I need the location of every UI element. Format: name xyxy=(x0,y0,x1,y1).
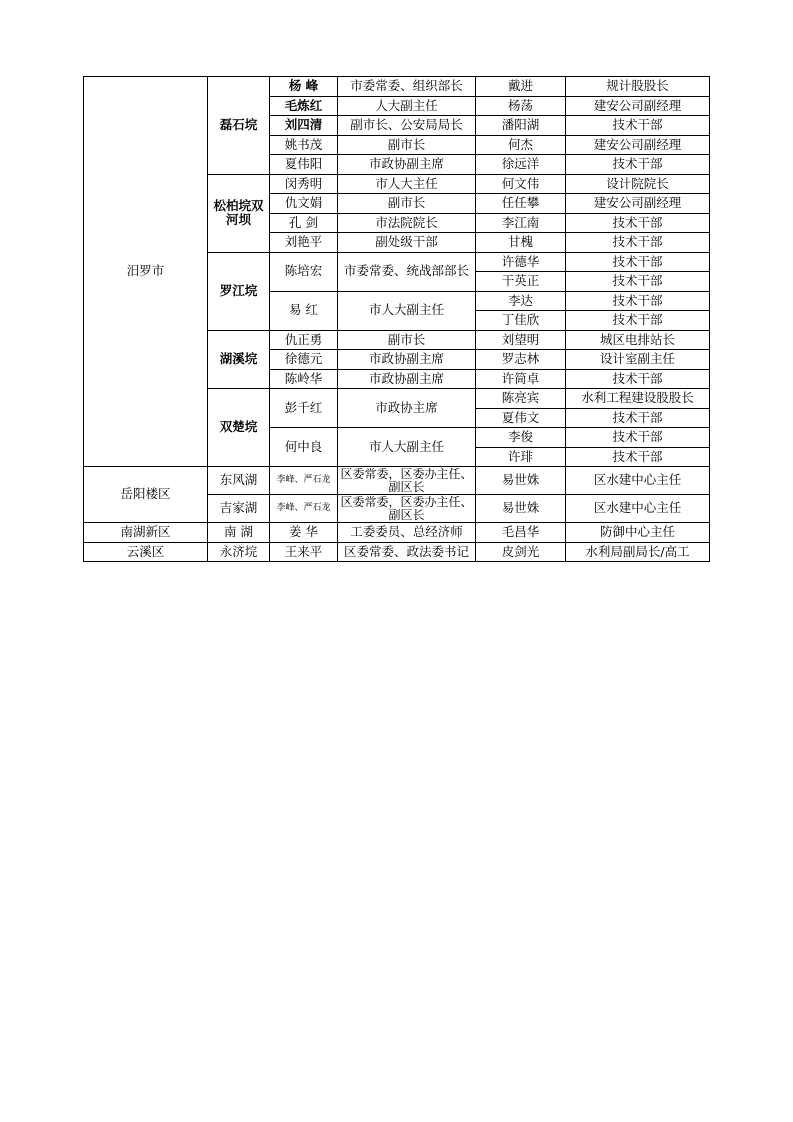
staff-title-cell: 防御中心主任 xyxy=(566,523,710,543)
leader-cell: 何中良 xyxy=(270,428,338,467)
leader-title-cell: 副市长 xyxy=(338,330,476,350)
staff-cell: 李达 xyxy=(476,291,566,311)
leader-cell: 姚书茂 xyxy=(270,135,338,155)
leader-title-cell: 市政协副主席 xyxy=(338,369,476,389)
leader-title-cell: 区委常委、政法委书记 xyxy=(338,542,476,562)
leader-cell: 闵秀明 xyxy=(270,174,338,194)
staff-cell: 李江南 xyxy=(476,213,566,233)
staff-title-cell: 技术干部 xyxy=(566,252,710,272)
leader-title-cell: 区委常委，区委办主任、副区长 xyxy=(338,495,476,523)
leader-cell: 孔 剑 xyxy=(270,213,338,233)
staff-cell: 许琲 xyxy=(476,447,566,467)
district-cell: 磊石垸 xyxy=(208,77,270,175)
staff-title-cell: 技术干部 xyxy=(566,291,710,311)
district-cell: 松柏垸双河坝 xyxy=(208,174,270,252)
staff-cell: 干英正 xyxy=(476,272,566,292)
district-cell: 南 湖 xyxy=(208,523,270,543)
staff-title-cell: 技术干部 xyxy=(566,311,710,331)
district-cell: 双楚垸 xyxy=(208,389,270,467)
staff-title-cell: 技术干部 xyxy=(566,369,710,389)
district-cell: 湖溪垸 xyxy=(208,330,270,389)
staff-title-cell: 水利工程建设股股长 xyxy=(566,389,710,409)
staff-title-cell: 技术干部 xyxy=(566,272,710,292)
staff-title-cell: 设计院院长 xyxy=(566,174,710,194)
table-row xyxy=(84,467,710,495)
staff-cell: 何杰 xyxy=(476,135,566,155)
leader-cell: 徐德元 xyxy=(270,350,338,370)
staff-cell: 丁佳欣 xyxy=(476,311,566,331)
staff-title-cell: 区水建中心主任 xyxy=(566,467,710,495)
staff-cell: 李俊 xyxy=(476,428,566,448)
staff-title-cell: 建安公司副经理 xyxy=(566,96,710,116)
leader-title-cell: 副市长、公安局局长 xyxy=(338,116,476,136)
staff-title-cell: 水利局副局长/高工 xyxy=(566,542,710,562)
table-row xyxy=(84,523,710,543)
leader-cell: 姜 华 xyxy=(270,523,338,543)
staff-title-cell: 技术干部 xyxy=(566,428,710,448)
leader-cell: 易 红 xyxy=(270,291,338,330)
leader-cell: 陈培宏 xyxy=(270,252,338,291)
leader-title-cell: 市委常委、统战部部长 xyxy=(338,252,476,291)
staff-cell: 戴进 xyxy=(476,77,566,97)
table-row xyxy=(84,542,710,562)
leader-title-cell: 区委常委，区委办主任、副区长 xyxy=(338,467,476,495)
staff-title-cell: 技术干部 xyxy=(566,408,710,428)
region-cell: 南湖新区 xyxy=(84,523,208,543)
leader-title-cell: 人大副主任 xyxy=(338,96,476,116)
leader-title-cell: 市人大副主任 xyxy=(338,291,476,330)
leader-title-cell: 市法院院长 xyxy=(338,213,476,233)
region-cell: 云溪区 xyxy=(84,542,208,562)
staff-cell: 毛昌华 xyxy=(476,523,566,543)
region-cell: 岳阳楼区 xyxy=(84,467,208,523)
staff-cell: 潘阳湖 xyxy=(476,116,566,136)
district-cell: 罗江垸 xyxy=(208,252,270,330)
leader-cell: 仇正勇 xyxy=(270,330,338,350)
leader-title-cell: 市政协副主席 xyxy=(338,155,476,175)
leader-title-cell: 副市长 xyxy=(338,135,476,155)
staff-cell: 易世姝 xyxy=(476,467,566,495)
leader-title-cell: 市委常委、组织部长 xyxy=(338,77,476,97)
staff-cell: 许简卓 xyxy=(476,369,566,389)
staff-cell: 杨荡 xyxy=(476,96,566,116)
district-cell: 东风湖 xyxy=(208,467,270,495)
staff-cell: 皮剑光 xyxy=(476,542,566,562)
leader-cell: 彭千红 xyxy=(270,389,338,428)
leader-cell: 王来平 xyxy=(270,542,338,562)
leader-cell: 仇文娟 xyxy=(270,194,338,214)
leader-cell: 刘艳平 xyxy=(270,233,338,253)
leader-title-cell: 副处级干部 xyxy=(338,233,476,253)
leader-cell: 陈岭华 xyxy=(270,369,338,389)
leader-cell: 刘四清 xyxy=(270,116,338,136)
leader-title-cell: 市人大副主任 xyxy=(338,428,476,467)
assignment-table xyxy=(83,76,710,562)
staff-title-cell: 技术干部 xyxy=(566,155,710,175)
staff-cell: 许德华 xyxy=(476,252,566,272)
staff-title-cell: 建安公司副经理 xyxy=(566,194,710,214)
leader-title-cell: 工委委员、总经济师 xyxy=(338,523,476,543)
leader-cell: 夏伟阳 xyxy=(270,155,338,175)
staff-cell: 夏伟文 xyxy=(476,408,566,428)
region-cell: 汨罗市 xyxy=(84,77,208,467)
staff-cell: 易世姝 xyxy=(476,495,566,523)
leader-title-cell: 市人大主任 xyxy=(338,174,476,194)
staff-title-cell: 规计股股长 xyxy=(566,77,710,97)
leader-cell: 李峰、严石龙 xyxy=(270,467,338,495)
leader-cell: 毛炼红 xyxy=(270,96,338,116)
staff-cell: 罗志林 xyxy=(476,350,566,370)
staff-cell: 何文伟 xyxy=(476,174,566,194)
district-cell: 吉家湖 xyxy=(208,495,270,523)
leader-title-cell: 市政协主席 xyxy=(338,389,476,428)
staff-title-cell: 技术干部 xyxy=(566,213,710,233)
staff-cell: 陈亮宾 xyxy=(476,389,566,409)
leader-title-cell: 市政协副主席 xyxy=(338,350,476,370)
staff-title-cell: 区水建中心主任 xyxy=(566,495,710,523)
staff-cell: 任任攀 xyxy=(476,194,566,214)
staff-cell: 刘望明 xyxy=(476,330,566,350)
staff-title-cell: 设计室副主任 xyxy=(566,350,710,370)
leader-title-cell: 副市长 xyxy=(338,194,476,214)
staff-cell: 徐远洋 xyxy=(476,155,566,175)
leader-cell: 李峰、严石龙 xyxy=(270,495,338,523)
staff-title-cell: 建安公司副经理 xyxy=(566,135,710,155)
staff-title-cell: 城区电排站长 xyxy=(566,330,710,350)
district-cell: 永济垸 xyxy=(208,542,270,562)
staff-title-cell: 技术干部 xyxy=(566,233,710,253)
staff-title-cell: 技术干部 xyxy=(566,447,710,467)
table-row xyxy=(84,77,710,97)
leader-cell: 杨 峰 xyxy=(270,77,338,97)
staff-title-cell: 技术干部 xyxy=(566,116,710,136)
staff-cell: 甘槐 xyxy=(476,233,566,253)
